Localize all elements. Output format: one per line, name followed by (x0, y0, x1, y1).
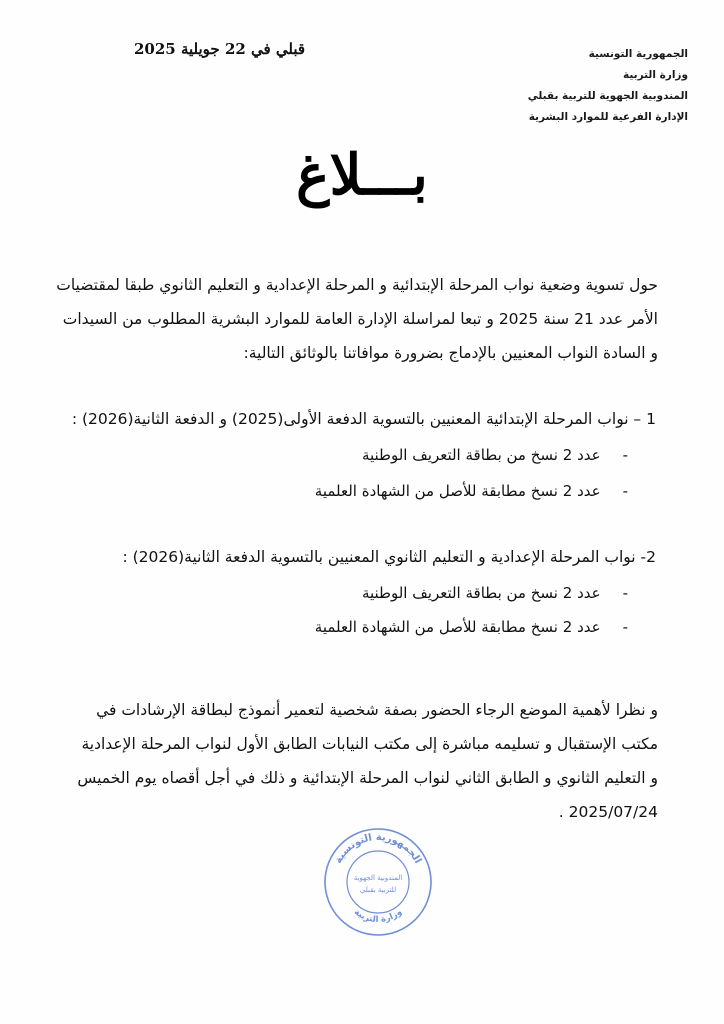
list-item-text: عدد 2 نسخ من بطاقة التعريف الوطنية (361, 584, 601, 602)
document-title: بـــلاغ (296, 142, 428, 208)
paragraph-line: و نظرا لأهمية الموضع الرجاء الحضور بصفة شخصية لتعمير أنموذج لبطاقة الإرشادات في (96, 701, 658, 719)
svg-text:وزارة التربية (352, 907, 404, 925)
bullet-dash: - (622, 584, 628, 602)
stamp-inner-line: للتربية بقبلي (359, 886, 397, 894)
bullet-dash: - (622, 482, 628, 500)
letterhead-line: المندوبية الجهوية للتربية بقبلي (527, 90, 688, 102)
bullet-dash: - (622, 446, 628, 464)
section-1-item (362, 446, 628, 464)
closing-paragraph (64, 693, 658, 829)
bullet-dash: - (622, 618, 628, 636)
section-1-item (315, 482, 628, 500)
section-1-heading: 1 – نواب المرحلة الإبتدائية المعنيين بالتسوية الدفعة الأولى(2025) و الدفعة الثانية(2026) : (71, 410, 656, 428)
section-2-heading: 2- نواب المرحلة الإعدادية و التعليم الثانوي المعنيين بالتسوية الدفعة الثانية(2026) : (122, 548, 656, 566)
intro-paragraph (56, 268, 658, 370)
letterhead-line: الإدارة الفرعية للموارد البشرية (528, 111, 688, 123)
paragraph-line: الأمر عدد 21 سنة 2025 و تبعا لمراسلة الإدارة العامة للموارد البشرية المطلوب من السيدات (62, 310, 658, 328)
official-stamp (322, 826, 434, 938)
paragraph-line: و السادة النواب المعنيين بالإدماج بضرورة موافاتنا بالوثائق التالية: (243, 344, 658, 362)
stamp-inner-line: المندوبية الجهوية (353, 874, 403, 882)
stamp-outer-text: الجمهورية التونسية (332, 831, 424, 866)
paragraph-line: 2025/07/24 . (558, 803, 658, 821)
list-item-text: عدد 2 نسخ مطابقة للأصل من الشهادة العلمية (314, 482, 601, 500)
list-item-text: عدد 2 نسخ مطابقة للأصل من الشهادة العلمية (314, 618, 601, 636)
stamp-bottom-text: وزارة التربية (351, 907, 405, 926)
letterhead (488, 44, 688, 128)
document-date: قبلي في 22 جويلية 2025 (134, 40, 306, 58)
list-item-text: عدد 2 نسخ من بطاقة التعريف الوطنية (361, 446, 601, 464)
section-2-item (362, 584, 628, 602)
letterhead-line: وزارة التربية (622, 69, 688, 81)
letterhead-line: الجمهورية التونسية (588, 48, 688, 60)
svg-text:الجمهورية التونسية (333, 832, 423, 866)
section-2-item (315, 618, 628, 636)
paragraph-line: حول تسوية وضعية نواب المرحلة الإبتدائية و المرحلة الإعدادية و التعليم الثانوي طبقا لمقتضيات (56, 276, 658, 294)
paragraph-line: و التعليم الثانوي و الطابق الثاني لنواب المرحلة الإبتدائية و ذلك في أجل أقصاه يوم الخميس (77, 769, 658, 787)
paragraph-line: مكتب الإستقبال و تسليمه مباشرة إلى مكتب النيابات الطابق الأول لنواب المرحلة الإعدادية (81, 735, 658, 753)
